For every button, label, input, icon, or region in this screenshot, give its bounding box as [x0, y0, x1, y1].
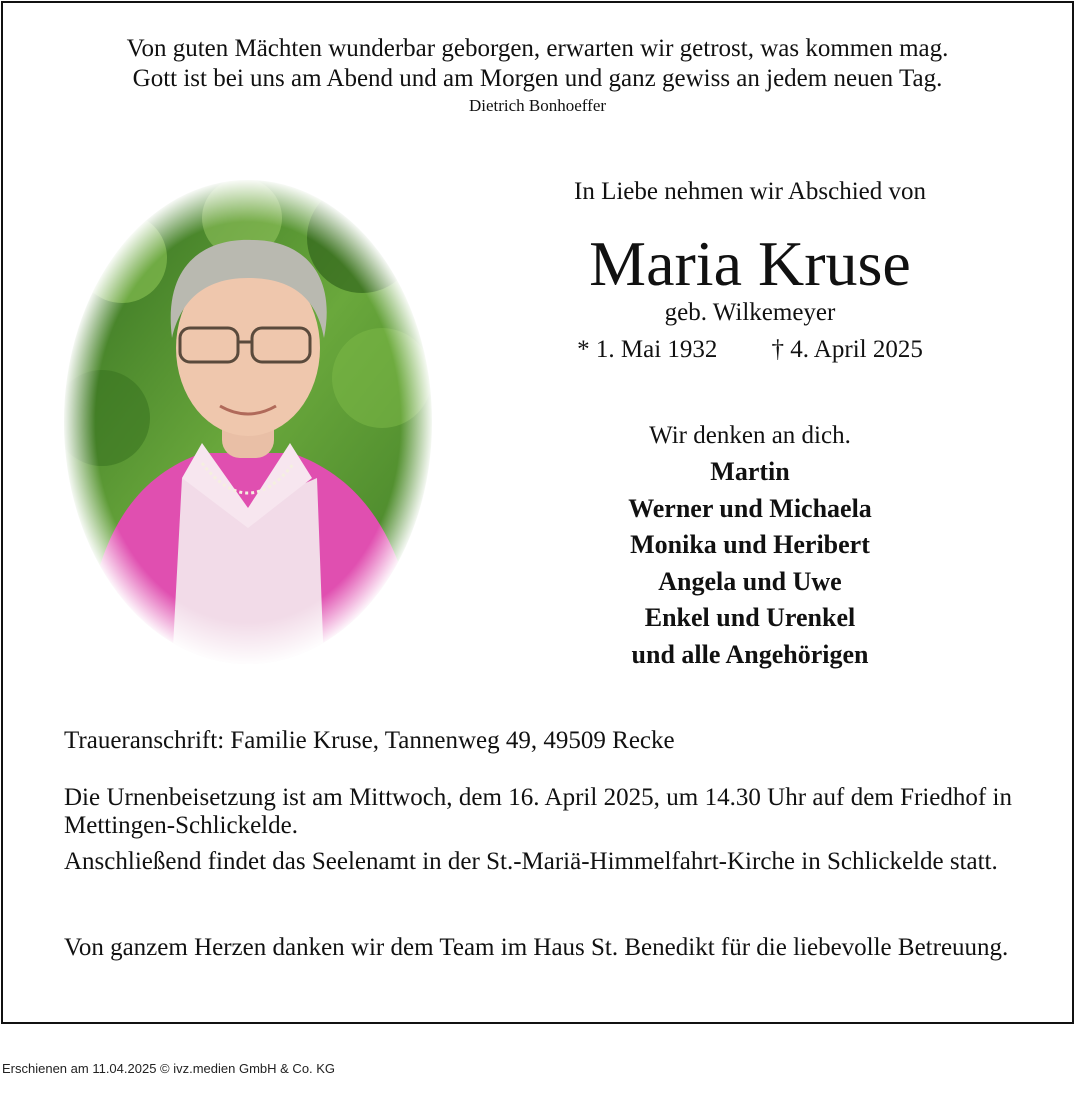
mourner-line: Werner und Michaela [628, 493, 872, 523]
farewell-intro: In Liebe nehmen wir Abschied von [574, 178, 926, 205]
quote-author: Dietrich Bonhoeffer [468, 96, 607, 115]
mourner-line: und alle Angehörigen [631, 639, 869, 669]
portrait-photo [62, 178, 434, 666]
mourner-line: Enkel und Urenkel [644, 603, 856, 633]
burial-info: Die Urnenbeisetzung ist am Mittwoch, dem 16. April 2025, um 14.30 Uhr auf dem Friedhof in Mettingen-Schlickelde. [64, 784, 1012, 839]
thanks-note: Von ganzem Herzen danken wir dem Team im Haus St. Benedikt für die liebevolle Betreuung. [64, 934, 1009, 961]
deceased-name: Maria Kruse [589, 228, 911, 299]
quote-block [0, 34, 1075, 117]
maiden-name: geb. Wilkemeyer [664, 299, 836, 326]
portrait-illustration [62, 178, 434, 666]
mourner-line: Monika und Heribert [630, 530, 870, 560]
life-dates [490, 335, 1010, 365]
death-date: † 4. April 2025 [771, 336, 923, 363]
mourning-address: Traueranschrift: Familie Kruse, Tannenweg 49, 49509 Recke [64, 727, 675, 754]
mourner-line: Angela und Uwe [658, 566, 842, 596]
birth-date: * 1. Mai 1932 [577, 336, 718, 363]
publication-footer: Erschienen am 11.04.2025 © ivz.medien GmbH & Co. KG [2, 1061, 336, 1076]
mourner-line: Martin [710, 457, 790, 486]
quote-line-1: Von guten Mächten wunderbar geborgen, erwarten wir getrost, was kommen mag. [126, 35, 949, 62]
mourners-list [490, 454, 1010, 674]
remembrance-line: Wir denken an dich. [649, 422, 851, 449]
quote-line-2: Gott ist bei uns am Abend und am Morgen und ganz gewiss an jedem neuen Tag. [132, 65, 943, 92]
mass-info: Anschließend findet das Seelenamt in der St.-Mariä-Himmelfahrt-Kirche in Schlickelde statt. [64, 848, 998, 875]
